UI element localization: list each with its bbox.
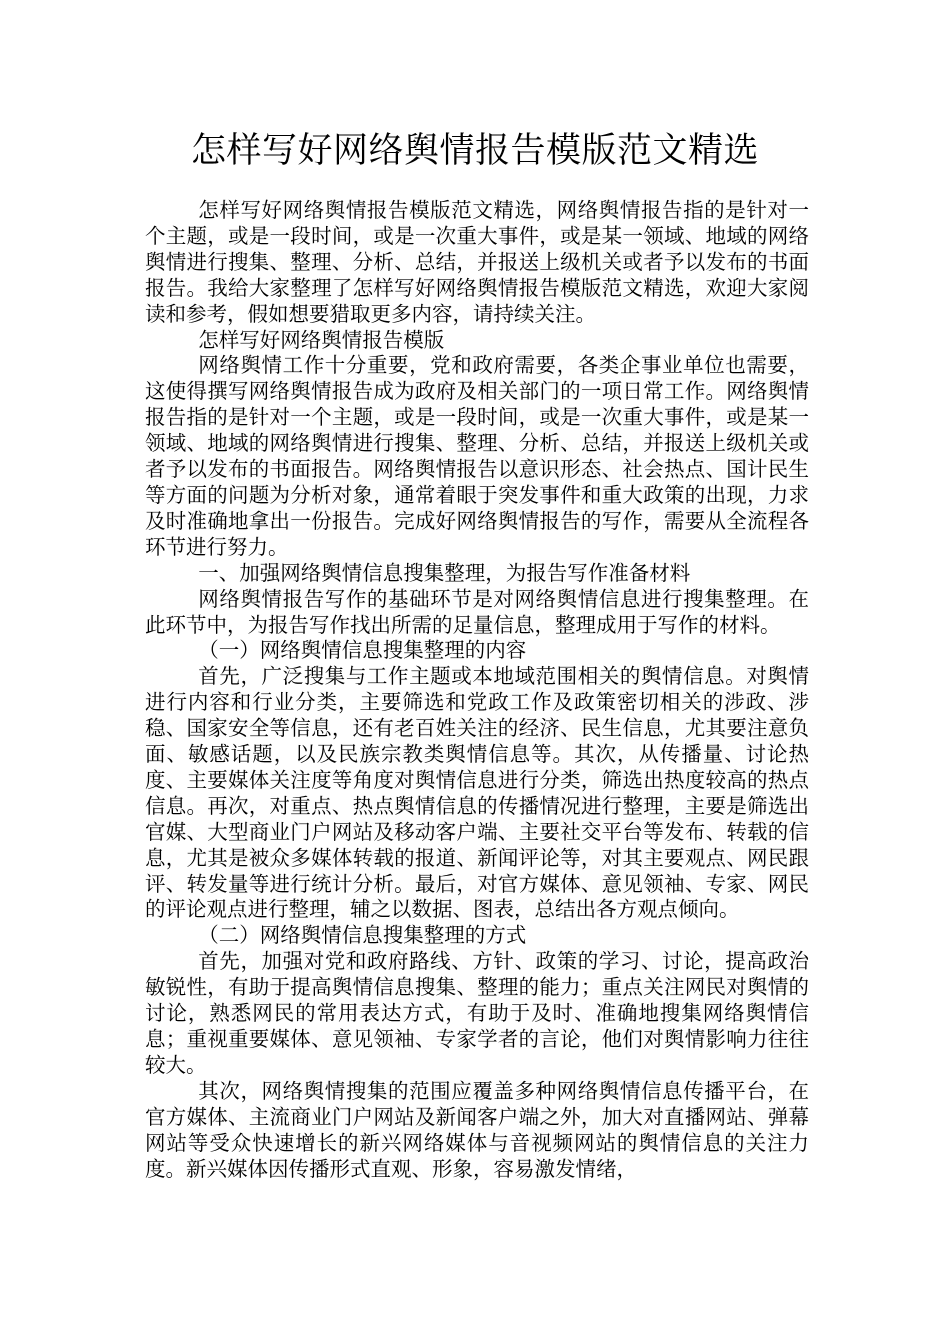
body-paragraph: 其次，网络舆情搜集的范围应覆盖多种网络舆情信息传播平台，在官方媒体、主流商业门户网站及新闻客户端之外，加大对直播网站、弹幕网站等受众快速增长的新兴网络媒体与音视频网站的舆情信息的关注力度。新兴媒体因传播形式直观、形象，容易激发情绪， xyxy=(145,1078,809,1181)
document-title: 怎样写好网络舆情报告模版范文精选 xyxy=(190,131,759,171)
subsection-heading: （一）网络舆情信息搜集整理的内容 xyxy=(198,638,527,663)
document-body xyxy=(145,198,809,1182)
body-paragraph: 网络舆情报告写作的基础环节是对网络舆情信息进行搜集整理。在此环节中，为报告写作找出所需的足量信息，整理成用于写作的材料。 xyxy=(145,586,809,637)
body-paragraph: 首先，加强对党和政府路线、方针、政策的学习、讨论，提高政治敏锐性，有助于提高舆情信息搜集、整理的能力；重点关注网民对舆情的讨论，熟悉网民的常用表达方式，有助于及时、准确地搜集网络舆情信息；重视重要媒体、意见领袖、专家学者的言论，他们对舆情影响力往往较大。 xyxy=(145,949,809,1077)
intro-paragraph: 怎样写好网络舆情报告模版范文精选，网络舆情报告指的是针对一个主题，或是一段时间，或是一次重大事件，或是某一领域、地域的网络舆情进行搜集、整理、分析、总结，并报送上级机关或者予以发布的书面报告。我给大家整理了怎样写好网络舆情报告模版范文精选，欢迎大家阅读和参考，假如想要猎取更多内容，请持续关注。 xyxy=(145,198,809,326)
body-paragraph: 网络舆情工作十分重要，党和政府需要，各类企事业单位也需要，这使得撰写网络舆情报告成为政府及相关部门的一项日常工作。网络舆情报告指的是针对一个主题，或是一段时间，或是一次重大事件，或是某一领域、地域的网络舆情进行搜集、整理、分析、总结，并报送上级机关或者予以发布的书面报告。网络舆情报告以意识形态、社会热点、国计民生等方面的问题为分析对象，通常着眼于突发事件和重大政策的出现，力求及时准确地拿出一份报告。完成好网络舆情报告的写作，需要从全流程各环节进行努力。 xyxy=(145,353,809,559)
body-paragraph: 首先，广泛搜集与工作主题或本地域范围相关的舆情信息。对舆情进行内容和行业分类，主要筛选和党政工作及政策密切相关的涉政、涉稳、国家安全等信息，还有老百姓关注的经济、民生信息，尤其要注意负面、敏感话题，以及民族宗教类舆情信息等。其次，从传播量、讨论热度、主要媒体关注度等角度对舆情信息进行分类，筛选出热度较高的热点信息。再次，对重点、热点舆情信息的传播情况进行整理，主要是筛选出官媒、大型商业门户网站及移动客户端、主要社交平台等发布、转载的信息，尤其是被众多媒体转载的报道、新闻评论等，对其主要观点、网民跟评、转发量等进行统计分析。最后，对官方媒体、意见领袖、专家、网民的评论观点进行整理，辅之以数据、图表，总结出各方观点倾向。 xyxy=(145,664,809,922)
section-heading: 一、加强网络舆情信息搜集整理，为报告写作准备材料 xyxy=(198,560,691,585)
section-heading: 怎样写好网络舆情报告模版 xyxy=(198,327,445,352)
subsection-heading: （二）网络舆情信息搜集整理的方式 xyxy=(198,923,527,948)
